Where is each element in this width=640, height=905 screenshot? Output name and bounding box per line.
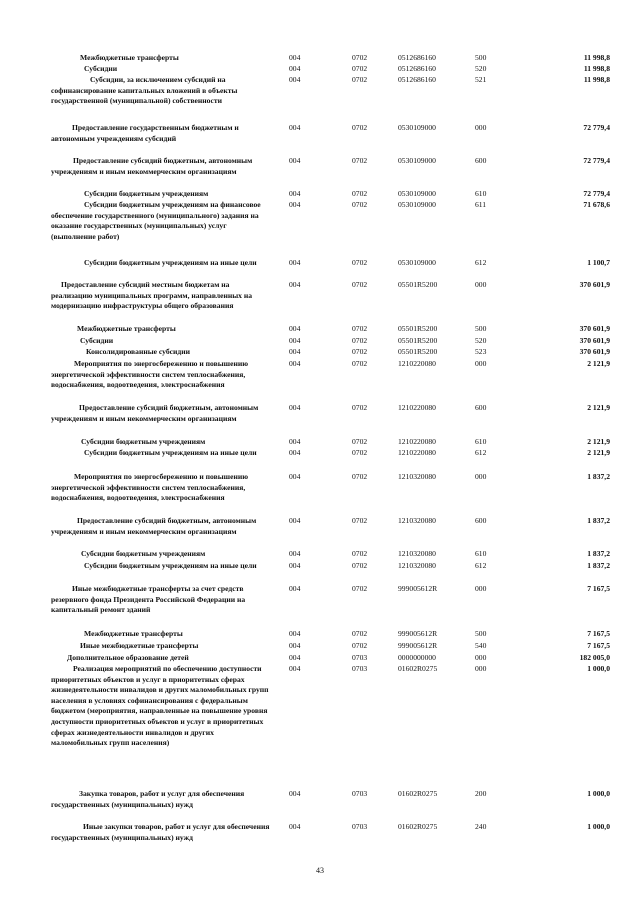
row-name: Субсидии бюджетным учреждениям на иные цели (84, 258, 257, 267)
amount-value: 1 837,2 (587, 516, 610, 525)
ministry-code: 004 (289, 448, 301, 457)
ministry-code: 004 (289, 75, 301, 84)
ministry-code: 004 (289, 189, 301, 198)
ministry-code: 004 (289, 549, 301, 558)
row-name: Предоставление субсидий бюджетным, автономным учреждениям и иным некоммерческим организациям (51, 156, 253, 176)
ministry-code: 004 (289, 64, 301, 73)
row-name: Субсидии бюджетным учреждениям на иные цели (84, 561, 257, 570)
ministry-code: 004 (289, 53, 301, 62)
ministry-code: 004 (289, 822, 301, 831)
row-name: Субсидии бюджетным учреждениям (81, 437, 206, 446)
amount-value: 370 601,9 (579, 347, 610, 356)
expense-type-code: 000 (475, 359, 487, 368)
target-article-code: 0530109000 (398, 123, 436, 132)
ministry-code: 004 (289, 664, 301, 673)
expense-type-code: 521 (475, 75, 487, 84)
ministry-code: 004 (289, 123, 301, 132)
expense-type-code: 000 (475, 123, 487, 132)
row-name: Субсидии (80, 336, 114, 345)
amount-value: 2 121,9 (587, 359, 610, 368)
section-code: 0702 (352, 123, 368, 132)
amount-value: 71 678,6 (583, 200, 610, 209)
section-code: 0702 (352, 403, 368, 412)
ministry-code: 004 (289, 359, 301, 368)
expense-type-code: 610 (475, 437, 487, 446)
expense-type-code: 612 (475, 561, 487, 570)
row-name: Межбюджетные трансферты (84, 629, 183, 638)
target-article-code: 999005612R (398, 584, 438, 593)
row-name: Субсидии, за исключением субсидий на софинансирование капитальных вложений в объекты государственной (муниципальной) собственности (51, 75, 238, 106)
expense-type-code: 000 (475, 472, 487, 481)
row-name: Закупка товаров, работ и услуг для обеспечения государственных (муниципальных) нужд (51, 789, 245, 809)
amount-value: 7 167,5 (587, 584, 610, 593)
expense-type-code: 520 (475, 64, 487, 73)
target-article-code: 01602R0275 (398, 822, 438, 831)
row-name: Консолидированные субсидии (86, 347, 190, 356)
section-code: 0702 (352, 359, 368, 368)
page-number: 43 (316, 866, 324, 875)
amount-value: 370 601,9 (579, 324, 610, 333)
section-code: 0702 (352, 516, 368, 525)
section-code: 0702 (352, 280, 368, 289)
target-article-code: 1210320080 (398, 549, 436, 558)
amount-value: 370 601,9 (579, 336, 610, 345)
section-code: 0702 (352, 347, 368, 356)
amount-value: 11 998,8 (583, 53, 610, 62)
ministry-code: 004 (289, 629, 301, 638)
amount-value: 2 121,9 (587, 403, 610, 412)
row-name: Иные межбюджетные трансферты (80, 641, 199, 650)
ministry-code: 004 (289, 437, 301, 446)
section-code: 0702 (352, 53, 368, 62)
target-article-code: 05501R5200 (398, 347, 438, 356)
row-name: Иные закупки товаров, работ и услуг для обеспечения государственных (муниципальных) нужд (51, 822, 270, 842)
row-name: Субсидии бюджетным учреждениям (84, 189, 209, 198)
target-article-code: 01602R0275 (398, 789, 438, 798)
target-article-code: 0530109000 (398, 156, 436, 165)
target-article-code: 999005612R (398, 629, 438, 638)
amount-value: 1 000,0 (587, 664, 610, 673)
row-name: Иные межбюджетные трансферты за счет средств резервного фонда Президента Российской Федерации на капитальный ремонт зданий (51, 584, 246, 615)
ministry-code: 004 (289, 258, 301, 267)
section-code: 0702 (352, 584, 368, 593)
section-code: 0702 (352, 561, 368, 570)
ministry-code: 004 (289, 789, 301, 798)
expense-type-code: 600 (475, 516, 487, 525)
amount-value: 11 998,8 (583, 75, 610, 84)
section-code: 0702 (352, 324, 368, 333)
amount-value: 182 005,0 (579, 653, 610, 662)
section-code: 0703 (352, 789, 368, 798)
section-code: 0703 (352, 664, 368, 673)
ministry-code: 004 (289, 561, 301, 570)
amount-value: 72 779,4 (583, 123, 610, 132)
row-name: Мероприятия по энергосбережению и повышению энергетической эффективности систем теплоснабжения, водоснабжения, водоотведения, электроснабжения (51, 359, 249, 390)
target-article-code: 0000000000 (398, 653, 436, 662)
section-code: 0702 (352, 629, 368, 638)
target-article-code: 0530109000 (398, 200, 436, 209)
row-name: Субсидии (84, 64, 118, 73)
expense-type-code: 500 (475, 53, 487, 62)
ministry-code: 004 (289, 324, 301, 333)
ministry-code: 004 (289, 336, 301, 345)
expense-type-code: 240 (475, 822, 487, 831)
target-article-code: 0512686160 (398, 53, 436, 62)
target-article-code: 0530109000 (398, 189, 436, 198)
target-article-code: 1210220080 (398, 359, 436, 368)
section-code: 0702 (352, 156, 368, 165)
expense-type-code: 500 (475, 324, 487, 333)
row-name: Предоставление субсидий местным бюджетам на реализацию муниципальных программ, направленных на модернизацию инфраструктуры общего образования (51, 280, 253, 311)
row-name: Субсидии бюджетным учреждениям на иные цели (84, 448, 257, 457)
section-code: 0702 (352, 437, 368, 446)
expense-type-code: 000 (475, 664, 487, 673)
ministry-code: 004 (289, 653, 301, 662)
row-name: Межбюджетные трансферты (77, 324, 176, 333)
amount-value: 72 779,4 (583, 189, 610, 198)
target-article-code: 01602R0275 (398, 664, 438, 673)
target-article-code: 999005612R (398, 641, 438, 650)
amount-value: 1 837,2 (587, 561, 610, 570)
expense-type-code: 600 (475, 156, 487, 165)
amount-value: 1 837,2 (587, 472, 610, 481)
expense-type-code: 610 (475, 189, 487, 198)
expense-type-code: 200 (475, 789, 487, 798)
expense-type-code: 610 (475, 549, 487, 558)
target-article-code: 0512686160 (398, 75, 436, 84)
ministry-code: 004 (289, 156, 301, 165)
expense-type-code: 523 (475, 347, 487, 356)
section-code: 0702 (352, 258, 368, 267)
section-code: 0702 (352, 189, 368, 198)
row-name: Субсидии бюджетным учреждениям на финансовое обеспечение государственного (муниципального) задания на оказание государственных (муниципальных) услуг (выполнение работ) (51, 200, 261, 241)
row-name: Межбюджетные трансферты (80, 53, 179, 62)
amount-value: 370 601,9 (579, 280, 610, 289)
section-code: 0702 (352, 641, 368, 650)
target-article-code: 1210220080 (398, 437, 436, 446)
target-article-code: 05501R5200 (398, 336, 438, 345)
expense-type-code: 520 (475, 336, 487, 345)
expense-type-code: 500 (475, 629, 487, 638)
amount-value: 11 998,8 (583, 64, 610, 73)
expense-type-code: 600 (475, 403, 487, 412)
amount-value: 1 000,0 (587, 822, 610, 831)
ministry-code: 004 (289, 200, 301, 209)
target-article-code: 0512686160 (398, 64, 436, 73)
amount-value: 1 837,2 (587, 549, 610, 558)
ministry-code: 004 (289, 516, 301, 525)
target-article-code: 1210220080 (398, 448, 436, 457)
ministry-code: 004 (289, 641, 301, 650)
section-code: 0703 (352, 653, 368, 662)
row-name: Предоставление государственным бюджетным и автономным учреждениям субсидий (51, 123, 239, 143)
amount-value: 2 121,9 (587, 448, 610, 457)
ministry-code: 004 (289, 280, 301, 289)
expense-type-code: 612 (475, 448, 487, 457)
target-article-code: 05501R5200 (398, 324, 438, 333)
target-article-code: 0530109000 (398, 258, 436, 267)
expense-type-code: 000 (475, 584, 487, 593)
section-code: 0702 (352, 75, 368, 84)
row-name: Мероприятия по энергосбережению и повышению энергетической эффективности систем теплоснабжения, водоснабжения, водоотведения, электроснабжения (51, 472, 249, 503)
ministry-code: 004 (289, 403, 301, 412)
target-article-code: 1210320080 (398, 561, 436, 570)
section-code: 0702 (352, 64, 368, 73)
section-code: 0702 (352, 448, 368, 457)
row-name: Субсидии бюджетным учреждениям (81, 549, 206, 558)
amount-value: 1 000,0 (587, 789, 610, 798)
section-code: 0702 (352, 200, 368, 209)
row-name: Дополнительное образование детей (67, 653, 189, 662)
amount-value: 2 121,9 (587, 437, 610, 446)
section-code: 0702 (352, 336, 368, 345)
ministry-code: 004 (289, 472, 301, 481)
row-name: Предоставление субсидий бюджетным, автономным учреждениям и иным некоммерческим организациям (51, 516, 257, 536)
amount-value: 7 167,5 (587, 641, 610, 650)
expense-type-code: 540 (475, 641, 487, 650)
target-article-code: 05501R5200 (398, 280, 438, 289)
amount-value: 1 100,7 (587, 258, 610, 267)
amount-value: 72 779,4 (583, 156, 610, 165)
row-name: Предоставление субсидий бюджетным, автономным учреждениям и иным некоммерческим организациям (51, 403, 259, 423)
ministry-code: 004 (289, 584, 301, 593)
target-article-code: 1210320080 (398, 472, 436, 481)
expense-type-code: 000 (475, 653, 487, 662)
row-name: Реализация мероприятий по обеспечению доступности приоритетных объектов и услуг в приоритетных сферах жизнедеятельности инвалидов и других маломобильных групп населения в условиях софинансирования с федеральным бюджетом (мероприятия, направленные на повышение уровня доступности приоритетных объектов и услуг в приоритетных сферах жизнедеятельности инвалидов и других маломобильных групп населения) (51, 664, 269, 748)
section-code: 0702 (352, 472, 368, 481)
ministry-code: 004 (289, 347, 301, 356)
expense-type-code: 000 (475, 280, 487, 289)
target-article-code: 1210320080 (398, 516, 436, 525)
section-code: 0703 (352, 822, 368, 831)
amount-value: 7 167,5 (587, 629, 610, 638)
section-code: 0702 (352, 549, 368, 558)
expense-type-code: 612 (475, 258, 487, 267)
target-article-code: 1210220080 (398, 403, 436, 412)
expense-type-code: 611 (475, 200, 487, 209)
